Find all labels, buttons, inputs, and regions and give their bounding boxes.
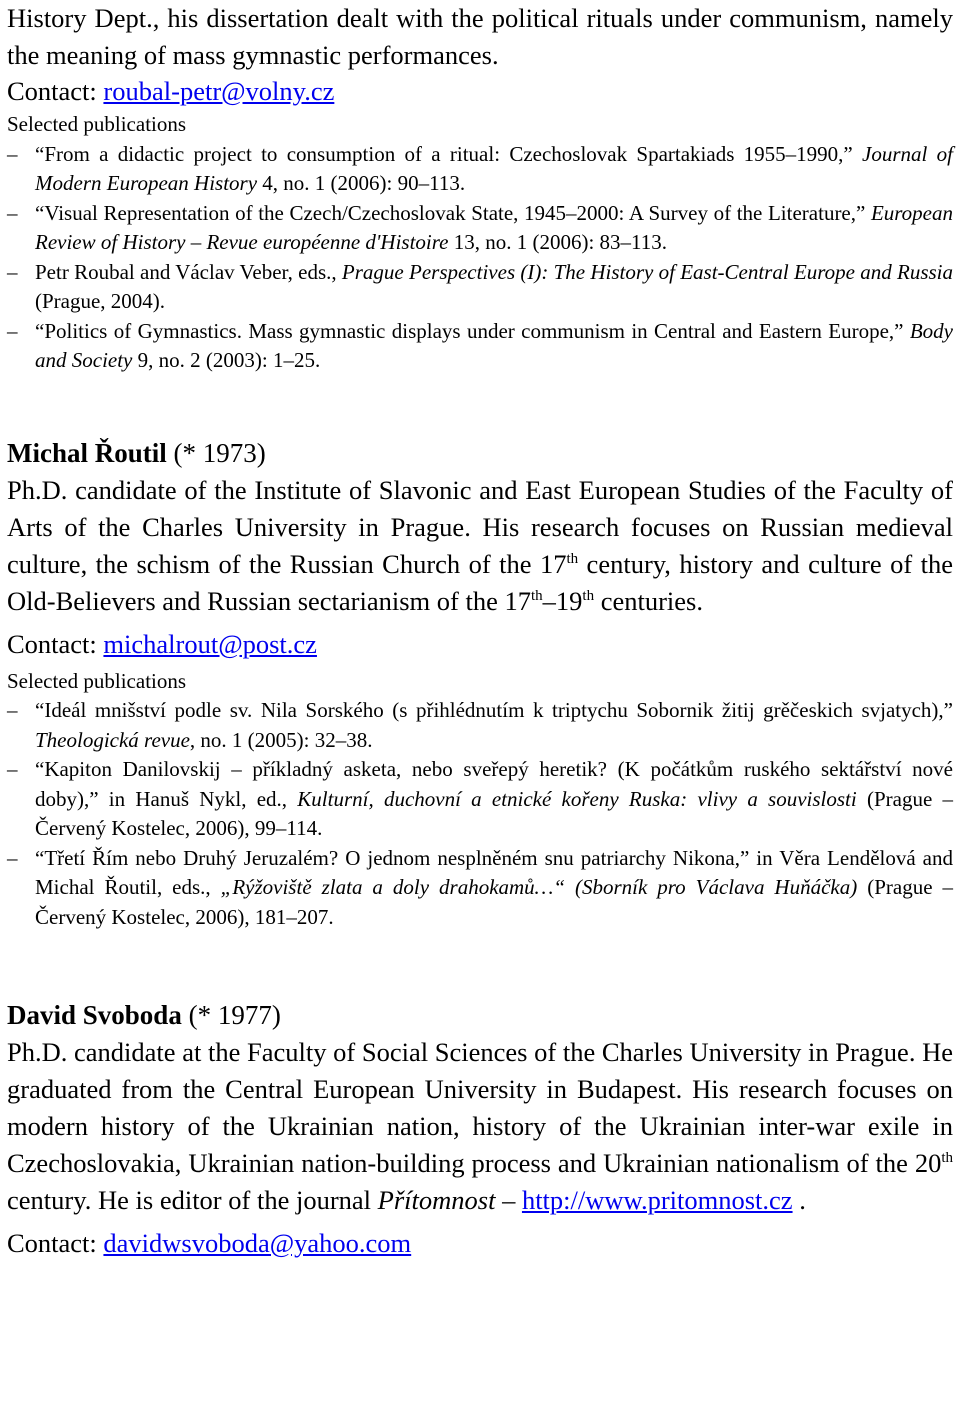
publication-text: Petr Roubal and Václav Veber, eds., <box>35 259 342 284</box>
list-dash: – <box>7 141 18 166</box>
ordinal-suffix: th <box>530 587 543 604</box>
contact-label: Contact: <box>7 76 104 106</box>
publication-text: “Politics of Gymnastics. Mass gymnastic displays under communism in Central and Eastern Europe,” <box>35 318 910 343</box>
bio-text: Ph.D. candidate at the Faculty of Social Sciences of the Charles University in Prague. He graduated from the Central European University in Budapest. His research focuses on modern history of the Ukrainian nation, history of the Ukrainian inter-war exile in Czechoslovakia, Ukrainian nation-building process and Ukrainian nationalism of the 20 <box>7 1037 953 1178</box>
ordinal-suffix: th <box>582 587 595 604</box>
roubal-email-link[interactable]: roubal-petr@volny.cz <box>103 76 335 106</box>
publication-item <box>7 199 953 258</box>
publication-venue: European Review of History – Revue européenne d'Histoire <box>35 200 953 254</box>
publication-item <box>7 844 953 933</box>
publication-venue: Body and Society <box>35 318 953 372</box>
publication-details: , no. 1 (2005): 32–38. <box>189 727 373 752</box>
publication-item <box>7 258 953 317</box>
publication-venue: Journal of Modern European History <box>35 141 953 195</box>
contact-label: Contact: <box>7 628 104 659</box>
routil-contact <box>7 624 953 664</box>
section-spacer <box>7 376 953 434</box>
list-dash: – <box>7 259 18 284</box>
publication-details: (Prague, 2004). <box>35 289 166 313</box>
svoboda-contact <box>7 1223 953 1263</box>
publication-venue: „Rýžoviště zlata a doly drahokamů…“ (Sborník pro Václava Huňáčka) <box>220 875 858 899</box>
list-dash: – <box>7 318 18 343</box>
publication-item <box>7 755 953 844</box>
ordinal-suffix: th <box>941 1150 953 1167</box>
routil-name-heading <box>7 434 953 472</box>
publication-item <box>7 140 953 199</box>
list-dash: – <box>7 845 18 870</box>
routil-bio <box>7 472 953 620</box>
publication-venue: Kulturní, duchovní a etnické kořeny Ruska: vlivy a souvislosti <box>297 786 857 811</box>
person-name: David Svoboda <box>7 1000 182 1030</box>
list-dash: – <box>7 200 18 225</box>
svoboda-name-heading <box>7 996 953 1034</box>
intro-paragraph: History Dept., his dissertation dealt with the political rituals under communism, namely the meaning of mass gymnastic performances. <box>7 3 953 70</box>
bio-text: century, history and culture of the Old-Believers and Russian sectarianism of the 17 <box>7 548 954 616</box>
svoboda-bio <box>7 1034 953 1219</box>
section-spacer <box>7 932 953 996</box>
ordinal-suffix: th <box>566 550 579 567</box>
roubal-publications-list <box>7 140 953 376</box>
bio-text: –19 <box>542 585 583 616</box>
routil-publications-heading: Selected publications <box>7 668 187 693</box>
publication-text: “Visual Representation of the Czech/Czechoslovak State, 1945–2000: A Survey of the Literature,” <box>35 200 871 225</box>
list-dash: – <box>7 698 18 722</box>
journal-title: Přítomnost <box>377 1185 496 1215</box>
routil-email-link[interactable]: michalrout@post.cz <box>103 628 317 659</box>
publication-details: (Prague – Červený Kostelec, 2006), 99–114. <box>35 786 953 840</box>
publication-text: “Třetí Řím nebo Druhý Jeruzalém? O jednom nesplněném snu patriarchy Nikona,” in Věra Lendělová and Michal Řoutil, eds., <box>35 845 953 899</box>
publication-item <box>7 317 953 376</box>
contact-label: Contact: <box>7 1228 104 1258</box>
publication-details: 9, no. 2 (2003): 1–25. <box>132 348 321 372</box>
list-dash: – <box>7 757 18 781</box>
roubal-contact <box>7 76 953 106</box>
svoboda-email-link[interactable]: davidwsvoboda@yahoo.com <box>103 1228 412 1258</box>
publication-venue: Theologická revue <box>35 727 190 752</box>
publication-text: “Ideál mnišství podle sv. Nila Sorského (s přihlédnutím k triptychu Sobornik žitij grěčeskich svjatych),” <box>35 698 953 722</box>
publication-item <box>7 696 953 755</box>
birth-year: (* 1973) <box>166 437 266 468</box>
routil-publications-list <box>7 696 953 932</box>
publication-text: “Kapiton Danilovskij – příkladný asketa, nebo sveřepý heretik? (K počátkům ruského sektářství nové doby),” in Hanuš Nykl, ed., <box>35 757 953 811</box>
roubal-publications-heading: Selected publications <box>7 112 187 136</box>
birth-year: (* 1977) <box>181 1000 281 1030</box>
bio-text: centuries. <box>594 585 703 616</box>
publication-details: 4, no. 1 (2006): 90–113. <box>257 171 466 195</box>
bio-text: – <box>495 1185 522 1215</box>
publication-venue: Prague Perspectives (I): The History of East-Central Europe and Russia <box>341 259 953 284</box>
publication-details: 13, no. 1 (2006): 83–113. <box>448 230 668 254</box>
bio-text: Ph.D. candidate of the Institute of Slavonic and East European Studies of the Faculty of Arts of the Charles University in Prague. His research focuses on Russian medieval culture, the schism of the Russian Church of the 17 <box>7 474 953 579</box>
person-name: Michal Řoutil <box>7 437 167 468</box>
pritomnost-url-link[interactable]: http://www.pritomnost.cz <box>521 1185 793 1215</box>
publication-details: (Prague – Červený Kostelec, 2006), 181–207. <box>35 875 953 929</box>
bio-text: . <box>792 1185 806 1215</box>
bio-text: century. He is editor of the journal <box>7 1185 378 1215</box>
publication-text: “From a didactic project to consumption of a ritual: Czechoslovak Spartakiads 1955–1990,” <box>35 141 863 166</box>
